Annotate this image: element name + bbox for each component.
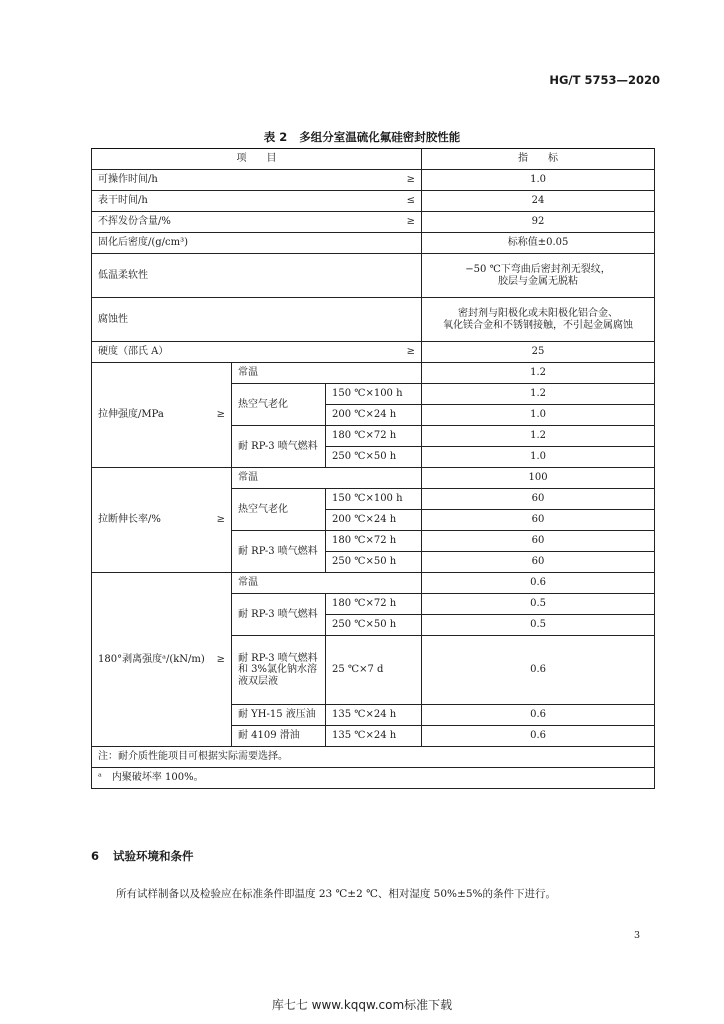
tensile-op: ≥: [216, 409, 225, 421]
section-title: 试验环境和条件: [113, 849, 194, 863]
tensile-normal: 常温: [232, 363, 422, 384]
tensile-fuel-value: 1.0: [422, 447, 655, 468]
tensile-hot-air-cond: 200 ℃×24 h: [326, 405, 422, 426]
elongation-hot-air-value: 60: [422, 510, 655, 531]
hardness-op: ≥: [406, 346, 416, 358]
table-note-row: [92, 747, 655, 768]
footer-watermark: 库七七 www.kqqw.com标准下载: [271, 998, 453, 1012]
peel-fuel-value: 0.5: [422, 615, 655, 636]
hardness-item: 硬度（邵氏 A）: [98, 346, 169, 358]
section-paragraph: 所有试样制备以及检验应在标准条件即温度 23 ℃±2 ℃、相对湿度 50%±5%的条件下进行。: [116, 888, 556, 900]
row-op: ≥: [406, 216, 416, 228]
corrosion-value-line1: 密封剂与阳极化或未阳极化铝合金、: [458, 308, 619, 319]
tensile-hot-air-value: 1.2: [422, 384, 655, 405]
row-op: ≤: [406, 195, 416, 207]
row-value: 92: [422, 212, 655, 233]
row-value: 1.0: [422, 170, 655, 191]
corrosion-item: 腐蚀性: [92, 298, 422, 342]
elongation-hot-air-cond: 150 ℃×100 h: [326, 489, 422, 510]
elongation-fuel-value: 60: [422, 531, 655, 552]
peel-lube-value: 0.6: [422, 726, 655, 747]
peel-fuel-salt: 耐 RP-3 喷气燃料和 3%氯化钠水溶液双层液: [232, 636, 326, 705]
table-title: [0, 129, 724, 145]
header-value: 指 标: [422, 149, 655, 170]
row-item: 不挥发份含量/%: [98, 216, 171, 228]
table-number: 表 2: [263, 130, 288, 144]
table-row: [92, 363, 655, 384]
peel-fuel-salt-value: 0.6: [422, 636, 655, 705]
table-row: [92, 170, 655, 191]
peel-hydraulic-cond: 135 ℃×24 h: [326, 705, 422, 726]
header-item: 项 目: [92, 149, 422, 170]
table-row: [92, 254, 655, 298]
table-row: [92, 233, 655, 254]
elongation-normal-value: 100: [422, 468, 655, 489]
peel-hydraulic: 耐 YH-15 液压油: [232, 705, 326, 726]
table-row: [92, 212, 655, 233]
elongation-hot-air: 热空气老化: [232, 489, 326, 531]
table-caption: 多组分室温硫化氟硅密封胶性能: [299, 130, 461, 144]
peel-normal-value: 0.6: [422, 573, 655, 594]
elongation-fuel-value: 60: [422, 552, 655, 573]
table-footnote: ᵃ 内聚破坏率 100%。: [92, 768, 655, 789]
tensile-fuel-cond: 250 ℃×50 h: [326, 447, 422, 468]
peel-normal: 常温: [232, 573, 422, 594]
low-temp-value-line2: 胶层与金属无脱粘: [498, 275, 579, 287]
elongation-fuel-cond: 250 ℃×50 h: [326, 552, 422, 573]
peel-item: 180°剥离强度ᵃ/(kN/m): [98, 653, 205, 665]
row-item: 表干时间/h: [98, 195, 148, 207]
elongation-fuel-cond: 180 ℃×72 h: [326, 531, 422, 552]
peel-op: ≥: [216, 653, 225, 665]
tensile-fuel-cond: 180 ℃×72 h: [326, 426, 422, 447]
elongation-hot-air-cond: 200 ℃×24 h: [326, 510, 422, 531]
row-value: 标称值±0.05: [422, 233, 655, 254]
table-header-row: [92, 149, 655, 170]
row-item: 固化后密度/(g/cm³): [98, 237, 189, 249]
corrosion-value: [422, 298, 655, 342]
properties-table: [91, 148, 655, 789]
peel-fuel-salt-cond: 25 ℃×7 d: [326, 636, 422, 705]
elongation-normal: 常温: [232, 468, 422, 489]
elongation-item: 拉断伸长率/%: [98, 514, 161, 526]
table-row: [92, 573, 655, 594]
tensile-item: 拉伸强度/MPa: [98, 409, 164, 421]
peel-fuel-cond: 180 ℃×72 h: [326, 594, 422, 615]
peel-hydraulic-value: 0.6: [422, 705, 655, 726]
standard-code: HG/T 5753—2020: [549, 73, 660, 87]
peel-fuel: 耐 RP-3 喷气燃料: [232, 594, 326, 636]
page-number: 3: [633, 930, 640, 941]
section-heading: [91, 848, 194, 864]
tensile-normal-value: 1.2: [422, 363, 655, 384]
elongation-hot-air-value: 60: [422, 489, 655, 510]
tensile-hot-air-cond: 150 ℃×100 h: [326, 384, 422, 405]
peel-fuel-cond: 250 ℃×50 h: [326, 615, 422, 636]
table-note: 注：耐介质性能项目可根据实际需要选择。: [92, 747, 655, 768]
peel-fuel-value: 0.5: [422, 594, 655, 615]
peel-lube-cond: 135 ℃×24 h: [326, 726, 422, 747]
tensile-hot-air: 热空气老化: [232, 384, 326, 426]
low-temp-value-line1: −50 ℃下弯曲后密封剂无裂纹，: [465, 264, 611, 275]
low-temp-item: 低温柔软性: [92, 254, 422, 298]
low-temp-value: [422, 254, 655, 298]
table-row: [92, 298, 655, 342]
tensile-hot-air-value: 1.0: [422, 405, 655, 426]
corrosion-value-line2: 氧化镁合金和不锈钢接触，不引起金属腐蚀: [443, 319, 634, 331]
row-item: 可操作时间/h: [98, 174, 158, 186]
section-number: 6: [91, 849, 100, 863]
hardness-value: 25: [422, 342, 655, 363]
row-value: 24: [422, 191, 655, 212]
table-footnote-row: [92, 768, 655, 789]
elongation-op: ≥: [216, 514, 225, 526]
table-row: [92, 342, 655, 363]
tensile-fuel: 耐 RP-3 喷气燃料: [232, 426, 326, 468]
elongation-fuel: 耐 RP-3 喷气燃料: [232, 531, 326, 573]
table-row: [92, 191, 655, 212]
table-row: [92, 468, 655, 489]
peel-lube: 耐 4109 滑油: [232, 726, 326, 747]
tensile-fuel-value: 1.2: [422, 426, 655, 447]
row-op: ≥: [406, 174, 416, 186]
